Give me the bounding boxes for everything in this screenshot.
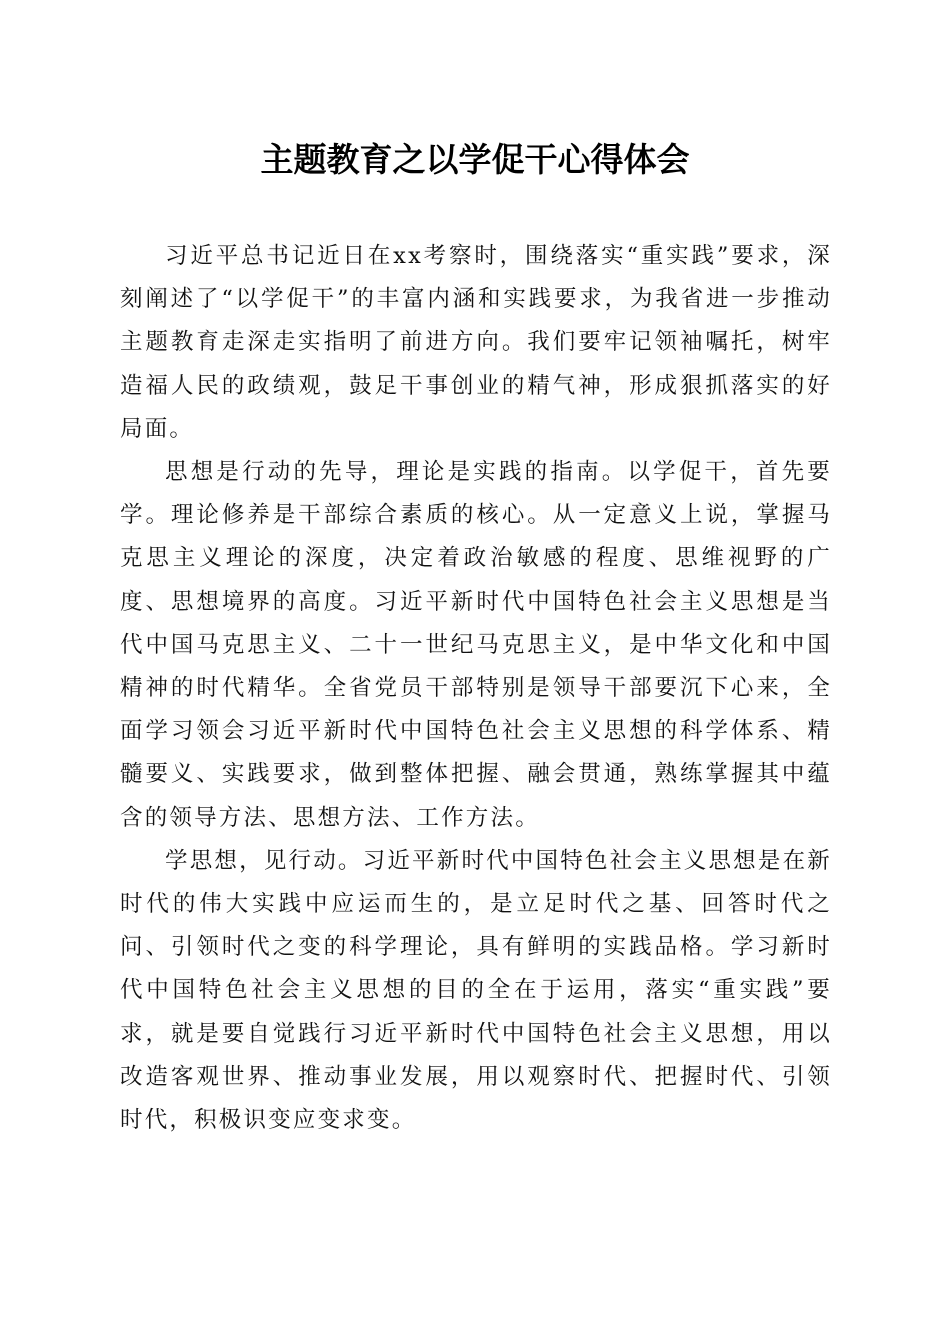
paragraph-1: 习近平总书记近日在xx考察时，围绕落实“重实践”要求，深刻阐述了“以学促干”的丰富内涵和实践要求，为我省进一步推动主题教育走深走实指明了前进方向。我们要牢记领袖嘱托，树牢造福人民的政绩观，鼓足干事创业的精气神，形成狠抓落实的好局面。 <box>120 243 832 442</box>
paragraph-3: 学思想，见行动。习近平新时代中国特色社会主义思想是在新时代的伟大实践中应运而生的，是立足时代之基、回答时代之问、引领时代之变的科学理论，具有鲜明的实践品格。学习新时代中国特色社会主义思想的目的全在于运用，落实“重实践”要求，就是要自觉践行习近平新时代中国特色社会主义思想，用以改造客观世界、推动事业发展，用以观察时代、把握时代、引领时代，积极识变应变求变。 <box>120 847 832 1134</box>
paragraph-2: 思想是行动的先导，理论是实践的指南。以学促干，首先要学。理论修养是干部综合素质的核心。从一定意义上说，掌握马克思主义理论的深度，决定着政治敏感的程度、思维视野的广度、思想境界的高度。习近平新时代中国特色社会主义思想是当代中国马克思主义、二十一世纪马克思主义，是中华文化和中国精神的时代精华。全省党员干部特别是领导干部要沉下心来，全面学习领会习近平新时代中国特色社会主义思想的科学体系、精髓要义、实践要求，做到整体把握、融会贯通，熟练掌握其中蕴含的领导方法、思想方法、工作方法。 <box>120 459 832 831</box>
document-title: 主题教育之以学促干心得体会 <box>260 140 690 179</box>
document-body <box>120 235 832 1142</box>
